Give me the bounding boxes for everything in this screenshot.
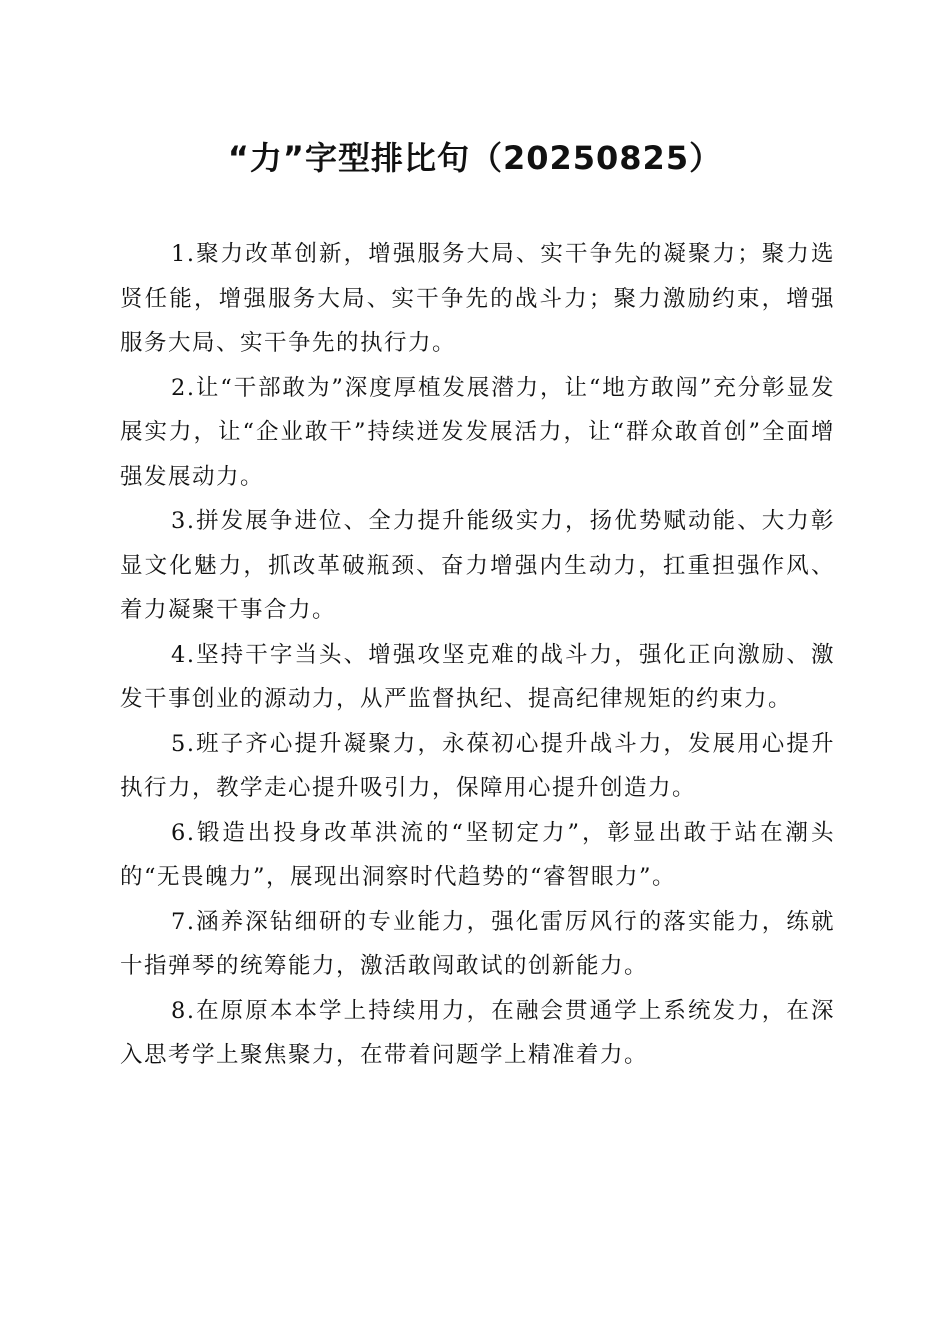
document-body: [120, 232, 835, 1078]
paragraph-2: 2.让“干部敢为”深度厚植发展潜力，让“地方敢闯”充分彰显发展实力，让“企业敢干”持续迸发发展活力，让“群众敢首创”全面增强发展动力。: [120, 374, 835, 490]
paragraph-7: 7.涵养深钻细研的专业能力，强化雷厉风行的落实能力，练就十指弹琴的统筹能力，激活敢闯敢试的创新能力。: [120, 908, 835, 979]
paragraph-4: 4.坚持干字当头、增强攻坚克难的战斗力，强化正向激励、激发干事创业的源动力，从严监督执纪、提高纪律规矩的约束力。: [120, 641, 835, 712]
paragraph-1: 1.聚力改革创新，增强服务大局、实干争先的凝聚力；聚力选贤任能，增强服务大局、实干争先的战斗力；聚力激励约束，增强服务大局、实干争先的执行力。: [120, 241, 835, 356]
paragraph-6: 6.锻造出投身改革洪流的“坚韧定力”，彰显出敢于站在潮头的“无畏魄力”，展现出洞察时代趋势的“睿智眼力”。: [120, 819, 835, 890]
document-title: “力”字型排比句（20250825）: [227, 139, 723, 177]
paragraph-5: 5.班子齐心提升凝聚力，永葆初心提升战斗力，发展用心提升执行力，教学走心提升吸引力，保障用心提升创造力。: [120, 730, 835, 801]
paragraph-8: 8.在原原本本学上持续用力，在融会贯通学上系统发力，在深入思考学上聚焦聚力，在带着问题学上精准着力。: [120, 997, 835, 1068]
paragraph-3: 3.拼发展争进位、全力提升能级实力，扬优势赋动能、大力彰显文化魅力，抓改革破瓶颈、奋力增强内生动力，扛重担强作风、着力凝聚干事合力。: [120, 508, 835, 623]
